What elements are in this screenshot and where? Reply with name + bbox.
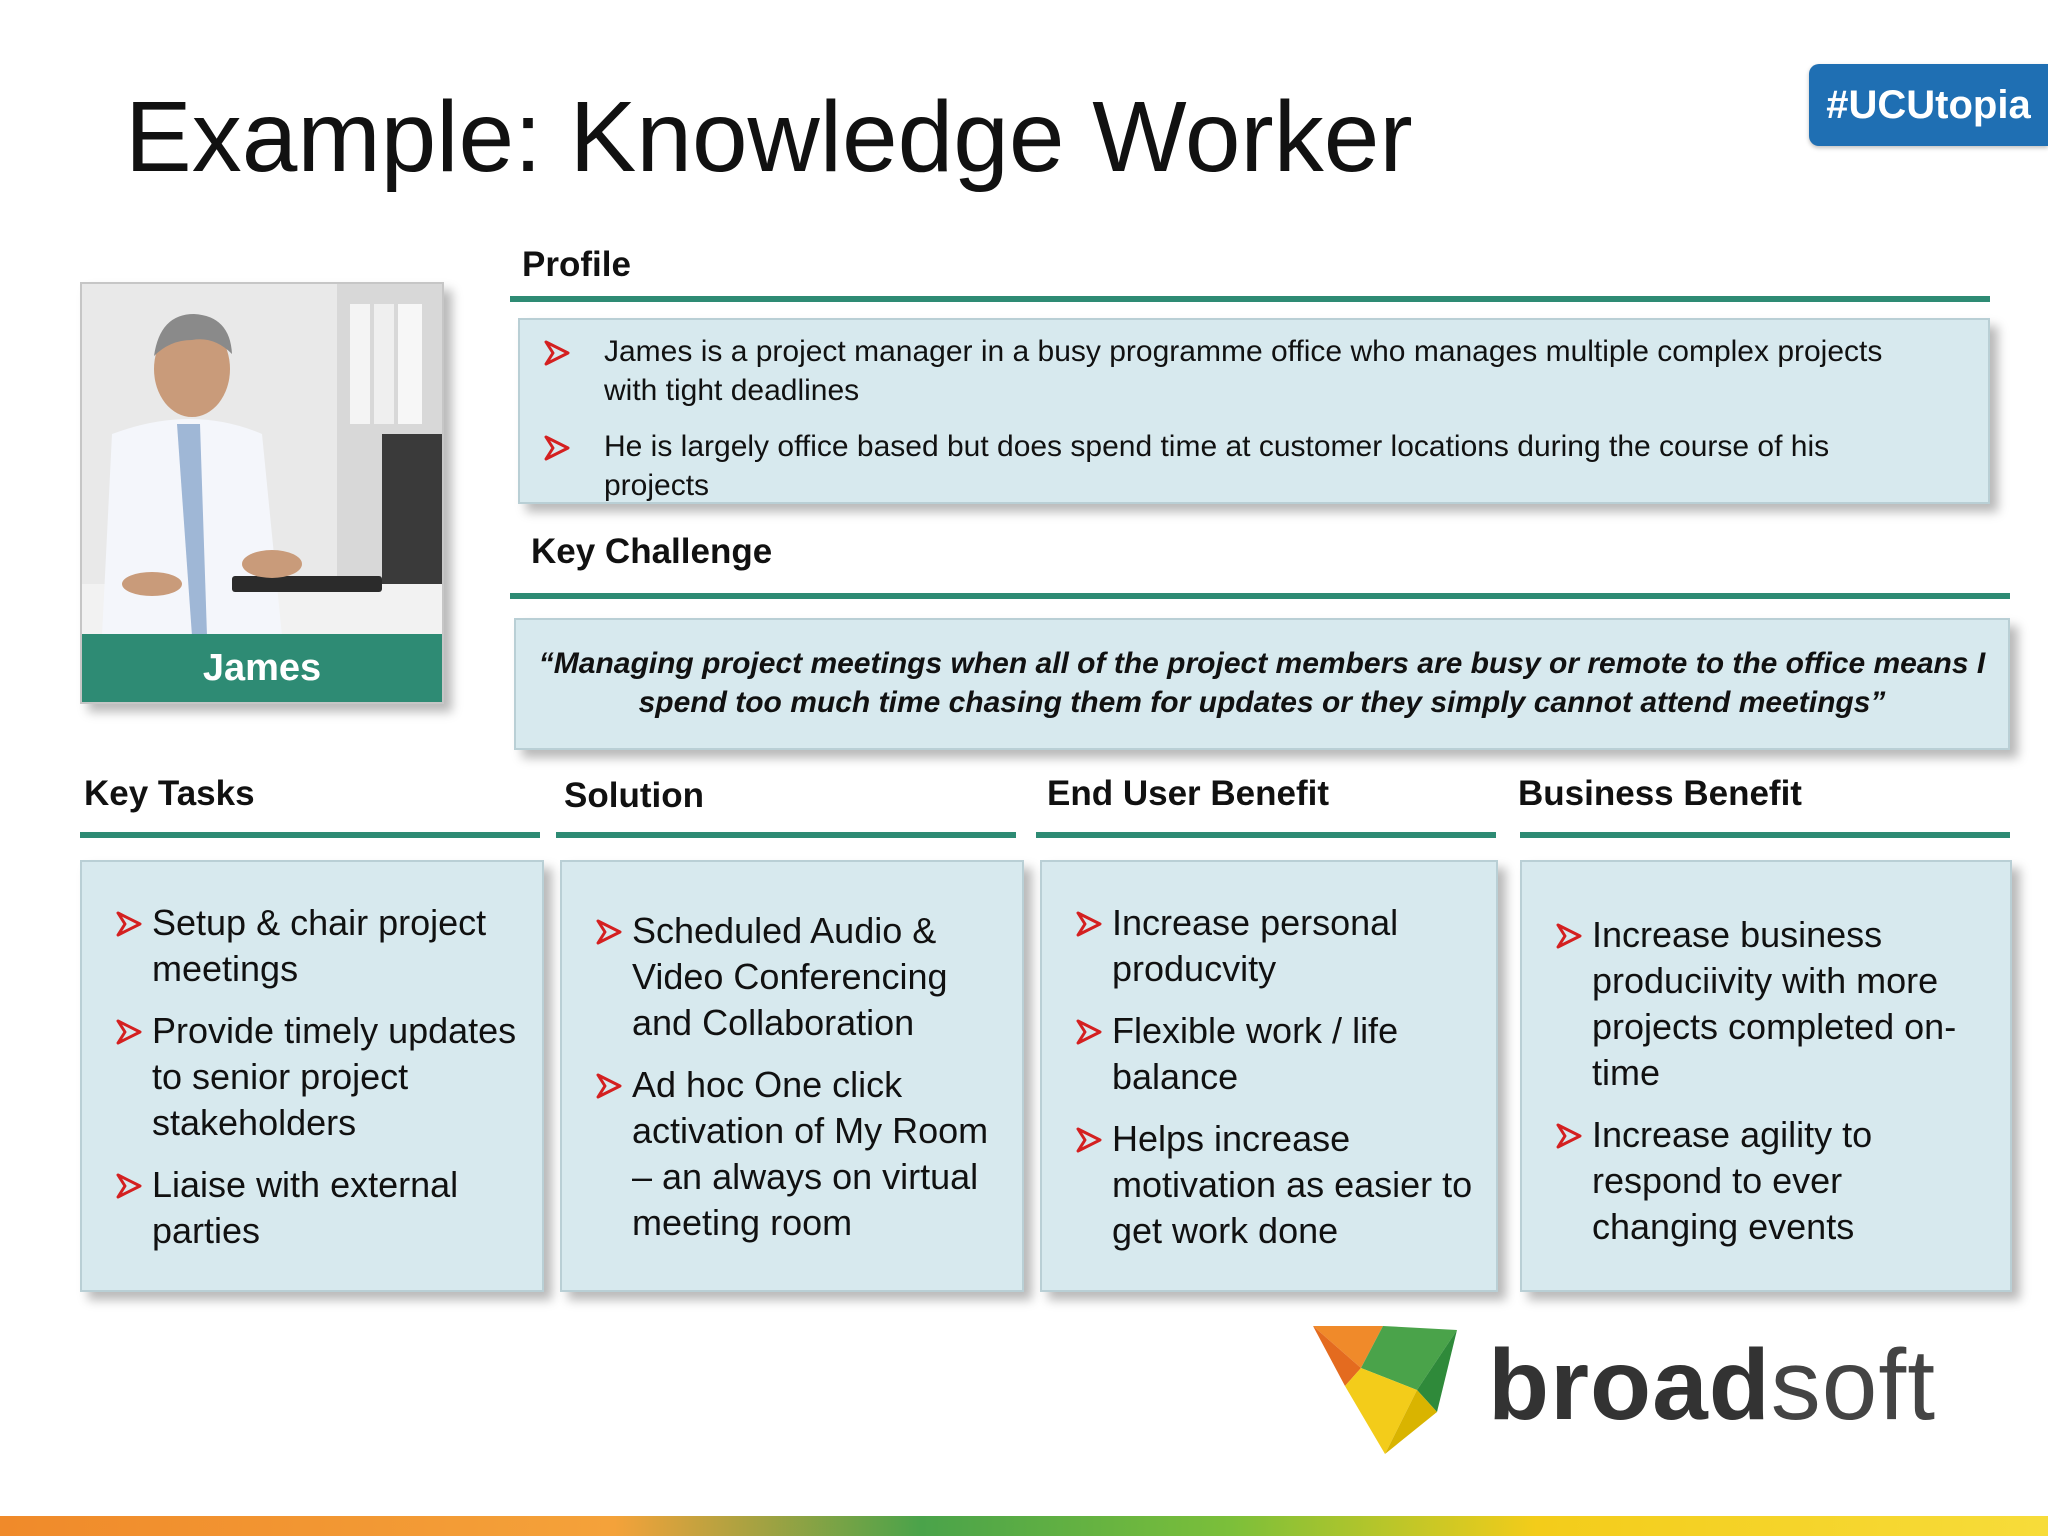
business-benefit-item [1556, 912, 1994, 1096]
end-user-benefit-list [1076, 900, 1480, 1254]
logo-text-bold: broad [1488, 1329, 1771, 1441]
key-challenge-rule [510, 593, 2010, 599]
broadsoft-logo-icon [1305, 1316, 1465, 1460]
end-user-benefit-card [1040, 860, 1498, 1292]
profile-item-text: He is largely office based but does spend time at customer locations during the course of his projects [604, 430, 1830, 502]
logo-text-light: soft [1770, 1329, 1936, 1441]
key-task-item [116, 1008, 526, 1146]
arrow-bullet-icon [116, 1173, 142, 1199]
profile-item [532, 427, 1928, 505]
profile-card [518, 318, 1990, 504]
arrow-bullet-icon [1076, 1019, 1102, 1045]
business-benefit-list [1556, 912, 1994, 1250]
profile-rule [510, 296, 1990, 302]
solution-text: Scheduled Audio & Video Conferencing and Collaboration [632, 910, 948, 1043]
arrow-bullet-icon [1556, 1123, 1582, 1149]
end-user-benefit-item [1076, 900, 1480, 992]
slide-title: Example: Knowledge Worker [125, 81, 1413, 193]
hashtag-badge: #UCUtopia [1809, 64, 2048, 146]
footer-color-bar [0, 1516, 2048, 1536]
key-tasks-list [116, 900, 526, 1254]
key-task-item [116, 1162, 526, 1254]
end-user-benefit-rule [1036, 832, 1496, 838]
end-user-benefit-text: Increase personal producvity [1112, 902, 1399, 989]
key-tasks-card [80, 860, 544, 1292]
key-task-item [116, 900, 526, 992]
arrow-bullet-icon [596, 1073, 622, 1099]
key-task-text: Provide timely updates to senior project stakeholders [152, 1010, 517, 1143]
end-user-benefit-text: Flexible work / life balance [1112, 1010, 1399, 1097]
key-challenge-heading: Key Challenge [531, 532, 773, 571]
end-user-benefit-item [1076, 1116, 1480, 1254]
business-benefit-text: Increase business produciivity with more projects completed on-time [1592, 914, 1957, 1093]
business-benefit-item [1556, 1112, 1994, 1250]
persona-card [80, 282, 444, 704]
key-task-text: Setup & chair project meetings [152, 902, 487, 989]
arrow-bullet-icon [544, 340, 570, 366]
profile-item [532, 332, 1928, 410]
solution-text: Ad hoc One click activation of My Room – an always on virtual meeting room [632, 1064, 989, 1243]
key-task-text: Liaise with external parties [152, 1164, 459, 1251]
end-user-benefit-text: Helps increase motivation as easier to get work done [1112, 1118, 1473, 1251]
business-benefit-card [1520, 860, 2012, 1292]
end-user-benefit-heading: End User Benefit [1047, 774, 1329, 813]
solution-item [596, 908, 1006, 1046]
business-benefit-heading: Business Benefit [1518, 774, 1802, 813]
profile-item-text: James is a project manager in a busy programme office who manages multiple complex projects with tight deadlines [604, 335, 1883, 407]
business-benefit-text: Increase agility to respond to ever changing events [1592, 1114, 1873, 1247]
solution-rule [556, 832, 1016, 838]
persona-name: James [82, 634, 442, 702]
broadsoft-logo-text [1488, 1330, 1936, 1440]
key-challenge-quote: “Managing project meetings when all of the project members are busy or remote to the office means I spend too much time chasing them for updates or they simply cannot attend meetings” [538, 647, 1986, 719]
arrow-bullet-icon [1076, 1127, 1102, 1153]
arrow-bullet-icon [1556, 923, 1582, 949]
arrow-bullet-icon [544, 435, 570, 461]
key-tasks-rule [80, 832, 540, 838]
end-user-benefit-item [1076, 1008, 1480, 1100]
persona-photo [82, 284, 442, 636]
solution-heading: Solution [564, 776, 704, 815]
profile-list [532, 332, 1928, 505]
profile-heading: Profile [522, 245, 631, 284]
key-challenge-card [514, 618, 2010, 750]
arrow-bullet-icon [116, 1019, 142, 1045]
solution-list [596, 908, 1006, 1246]
solution-item [596, 1062, 1006, 1246]
key-tasks-heading: Key Tasks [84, 774, 255, 813]
business-benefit-rule [1520, 832, 2010, 838]
arrow-bullet-icon [116, 911, 142, 937]
arrow-bullet-icon [596, 919, 622, 945]
solution-card [560, 860, 1024, 1292]
arrow-bullet-icon [1076, 911, 1102, 937]
